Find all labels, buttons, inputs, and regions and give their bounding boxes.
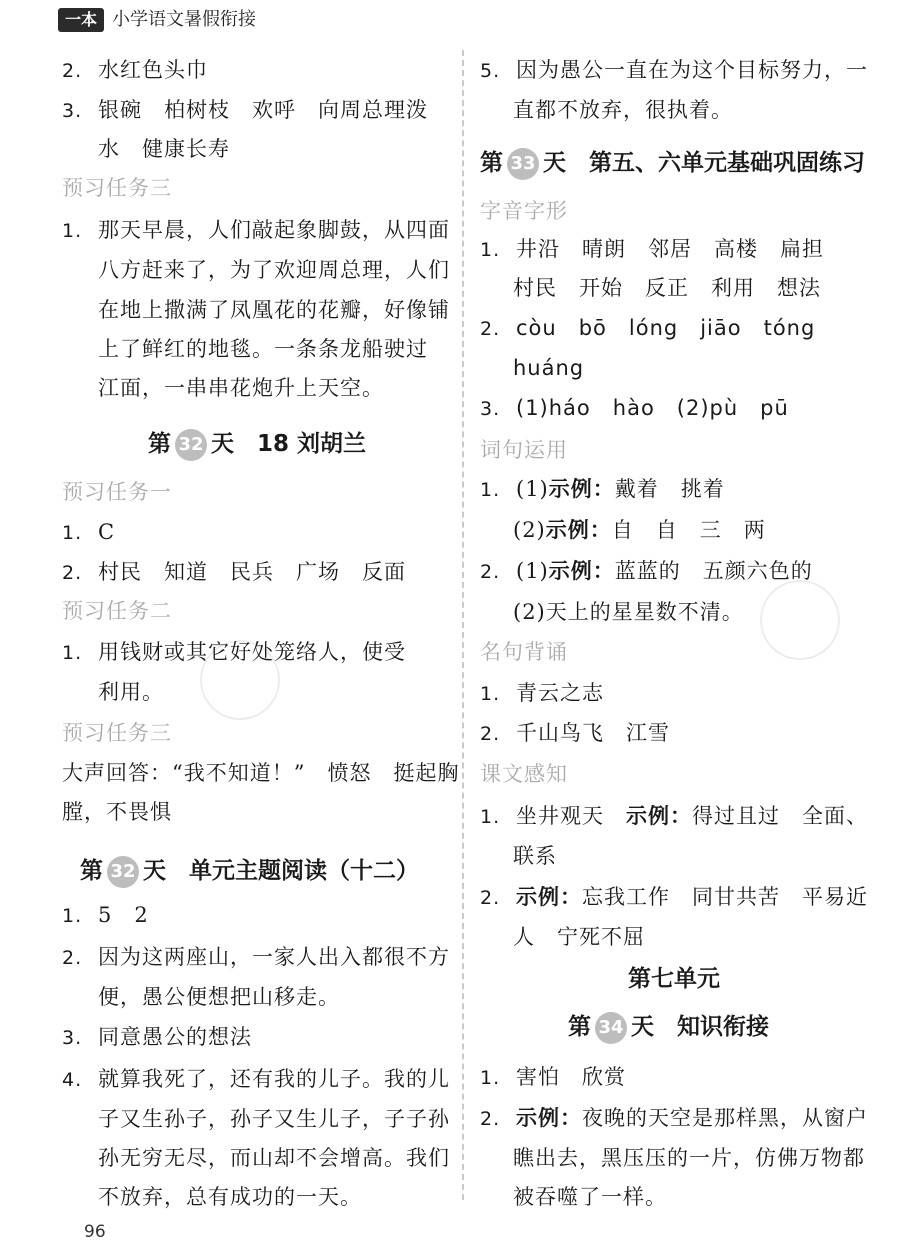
answer-line: 3. 银碗 柏树枝 欢呼 向周总理泼 (62, 98, 428, 122)
answer-line: 1. (1)示例：戴着 挑着 (480, 477, 725, 501)
day-heading: 第 34 天 知识衔接 (568, 1010, 769, 1044)
answer-line: 1. 坐井观天 示例：得过且过 全面、 (480, 804, 868, 828)
answer-line: 1. C (62, 520, 116, 544)
day-heading: 第 32 天 单元主题阅读（十二） (80, 854, 419, 888)
answer-line: 子又生孙子，孙子又生儿子，子子孙 (98, 1107, 450, 1131)
answer-line: huáng (513, 356, 585, 380)
watermark-circle (760, 580, 840, 660)
answer-line: 4. 就算我死了，还有我的儿子。我的儿 (62, 1067, 450, 1091)
unit-heading: 第七单元 (628, 966, 720, 992)
day-number-badge: 34 (595, 1012, 627, 1044)
answer-line: 大声回答：“我不知道！” 愤怒 挺起胸 (62, 761, 460, 785)
column-divider (462, 50, 464, 1200)
answer-line: 人 宁死不屈 (513, 925, 645, 949)
day-heading: 第 32 天 18 刘胡兰 (148, 427, 366, 461)
answer-line: 3. 同意愚公的想法 (62, 1025, 252, 1049)
answer-line: 2. 示例：夜晚的天空是那样黑，从窗户 (480, 1106, 868, 1130)
page-header (0, 0, 900, 40)
answer-line: 2. 水红色头巾 (62, 58, 208, 82)
answer-line: 2. còu bō lóng jiāo tóng (480, 316, 816, 340)
answer-line: 利用。 (98, 680, 164, 704)
answer-line: 直都不放弃，很执着。 (513, 98, 733, 122)
answer-line: 水 健康长寿 (98, 137, 230, 161)
answer-line: 5. 因为愚公一直在为这个目标努力，一 (480, 58, 868, 82)
answer-line: 便，愚公便想把山移走。 (98, 985, 340, 1009)
answer-line: 3. (1)háo hào (2)pù pū (480, 396, 789, 420)
answer-line: 2. 因为这两座山，一家人出入都很不方 (62, 945, 450, 969)
answer-line: (2)天上的星星数不清。 (513, 600, 744, 624)
answer-line: 1. 井沿 晴朗 邻居 高楼 扁担 (480, 237, 824, 261)
section-label: 预习任务二 (62, 599, 172, 623)
section-label: 名句背诵 (480, 640, 568, 664)
answer-line: 2. 示例：忘我工作 同甘共苦 平易近 (480, 885, 868, 909)
answer-line: 孙无穷无尽，而山却不会增高。我们 (98, 1146, 450, 1170)
answer-line: 八方赶来了，为了欢迎周总理，人们 (98, 258, 450, 282)
answer-line: (2)示例：自 自 三 两 (513, 518, 766, 542)
answer-line: 村民 开始 反正 利用 想法 (513, 276, 821, 300)
section-label: 预习任务一 (62, 480, 172, 504)
day-number-badge: 32 (175, 429, 207, 461)
day-number-badge: 33 (507, 148, 539, 180)
section-label: 预习任务三 (62, 721, 172, 745)
answer-line: 1. 害怕 欣赏 (480, 1065, 626, 1089)
answer-line: 不放弃，总有成功的一天。 (98, 1185, 362, 1209)
section-label: 预习任务三 (62, 176, 172, 200)
answer-line: 上了鲜红的地毯。一条条龙船驶过 (98, 337, 428, 361)
section-label: 课文感知 (480, 762, 568, 786)
answer-line: 2. 千山鸟飞 江雪 (480, 721, 670, 745)
book-title: 小学语文暑假衔接 (112, 9, 256, 30)
day-number-badge: 32 (107, 856, 139, 888)
answer-line: 江面，一串串花炮升上天空。 (98, 376, 384, 400)
section-label: 词句运用 (480, 438, 568, 462)
page-number: 96 (84, 1222, 106, 1242)
answer-line: 在地上撒满了凤凰花的花瓣，好像铺 (98, 298, 450, 322)
answer-line: 1. 用钱财或其它好处笼络人，使受 (62, 640, 406, 664)
section-label: 字音字形 (480, 199, 568, 223)
answer-line: 1. 那天早晨，人们敲起象脚鼓，从四面 (62, 218, 450, 242)
day-heading: 第 33 天 第五、六单元基础巩固练习 (480, 146, 865, 180)
answer-line: 1. 5 2 (62, 903, 149, 927)
answer-line: 被吞噬了一样。 (513, 1185, 667, 1209)
answer-line: 瞧出去，黑压压的一片，仿佛万物都 (513, 1146, 865, 1170)
answer-line: 2. 村民 知道 民兵 广场 反面 (62, 560, 406, 584)
brand-logo: 一本 (58, 8, 104, 32)
answer-line: 2. (1)示例：蓝蓝的 五颜六色的 (480, 559, 813, 583)
answer-line: 1. 青云之志 (480, 681, 604, 705)
answer-line: 联系 (513, 844, 557, 868)
answer-line: 膛，不畏惧 (62, 800, 172, 824)
